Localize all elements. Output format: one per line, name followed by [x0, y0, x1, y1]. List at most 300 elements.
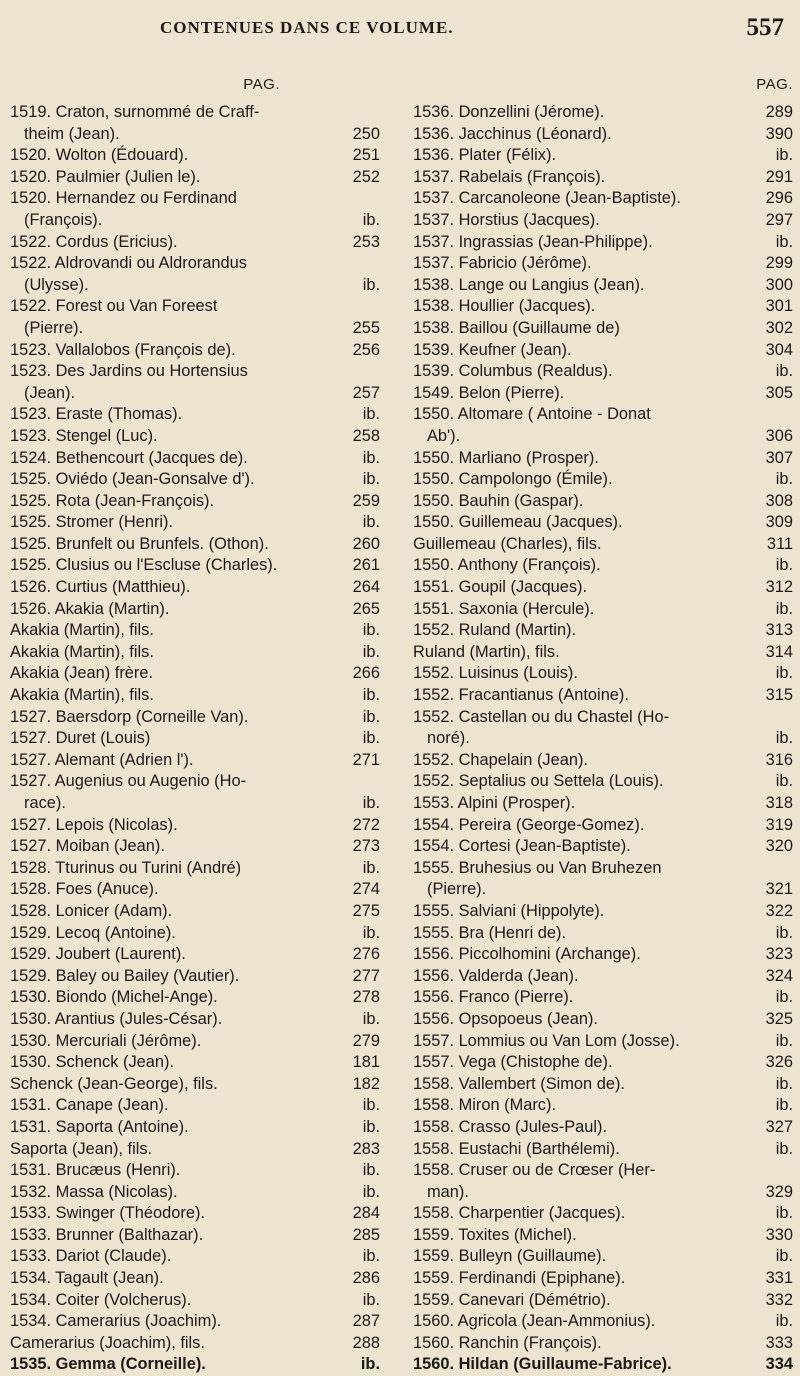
index-entry — [413, 836, 793, 858]
entry-text: 1554. Cortesi (Jean-Baptiste). — [413, 837, 631, 856]
entry-page: 250 — [352, 124, 380, 143]
entry-text: 1525. Stromer (Henri). — [10, 513, 174, 532]
entry-page: 265 — [352, 599, 380, 618]
entry-page: 181 — [352, 1053, 380, 1072]
entry-text: 1550. Marliano (Prosper). — [413, 448, 599, 467]
entry-text: 1551. Saxonia (Hercule). — [413, 599, 595, 618]
entry-page: ib. — [775, 1139, 793, 1158]
entry-text: 1534. Camerarius (Joachim). — [10, 1312, 222, 1331]
index-entry — [10, 728, 380, 750]
entry-text: 1557. Lommius ou Van Lom (Josse). — [413, 1031, 680, 1050]
entry-page: 306 — [765, 426, 793, 445]
entry-page: 278 — [352, 988, 380, 1007]
entry-text: 1558. Vallembert (Simon de). — [413, 1074, 625, 1093]
index-entry — [10, 555, 380, 577]
entry-text: 1556. Opsopoeus (Jean). — [413, 1009, 598, 1028]
entry-page: ib. — [362, 621, 380, 640]
index-entry — [10, 275, 380, 297]
entry-text: 1522. Forest ou Van Foreest — [10, 297, 218, 316]
entry-text: 1550. Bauhin (Gaspar). — [413, 491, 584, 510]
entry-page: 321 — [765, 880, 793, 899]
entry-text: 1539. Columbus (Realdus). — [413, 362, 613, 381]
entry-page: ib. — [362, 707, 380, 726]
index-entry — [10, 102, 380, 124]
entry-page: 305 — [765, 383, 793, 402]
index-entry — [10, 469, 380, 491]
entry-page: ib. — [775, 146, 793, 165]
entry-page: 307 — [765, 448, 793, 467]
entry-text: 1557. Vega (Chistophe de). — [413, 1053, 613, 1072]
index-entry — [413, 707, 793, 729]
index-entry — [10, 599, 380, 621]
entry-page: 304 — [765, 340, 793, 359]
entry-page: 325 — [765, 1009, 793, 1028]
entry-page: 251 — [352, 146, 380, 165]
index-entry — [413, 642, 793, 664]
entry-page: ib. — [775, 1247, 793, 1266]
index-entry — [413, 1290, 793, 1312]
entry-text: 1560. Hildan (Guillaume-Fabrice). — [413, 1355, 672, 1374]
entry-page: ib. — [362, 1182, 380, 1201]
index-entry — [10, 1139, 380, 1161]
index-entry — [10, 836, 380, 858]
entry-page: ib. — [775, 556, 793, 575]
entry-page: 271 — [352, 750, 380, 769]
index-entry — [10, 1117, 380, 1139]
index-entry — [10, 1246, 380, 1268]
entry-page: 315 — [765, 686, 793, 705]
entry-page: 332 — [765, 1290, 793, 1309]
entry-text: 1552. Fracantianus (Antoine). — [413, 686, 629, 705]
entry-text: 1552. Septalius ou Settela (Louis). — [413, 772, 664, 791]
entry-text: 1527. Moiban (Jean). — [10, 837, 165, 856]
entry-page: 327 — [765, 1117, 793, 1136]
entry-text: Akakia (Martin), fils. — [10, 621, 154, 640]
index-entry — [10, 901, 380, 923]
entry-page: 322 — [765, 901, 793, 920]
entry-text: 1525. Clusius ou l'Escluse (Charles). — [10, 556, 278, 575]
entry-page: 326 — [765, 1053, 793, 1072]
entry-text: 1537. Rabelais (François). — [413, 167, 606, 186]
entry-text: 1528. Lonicer (Adam). — [10, 901, 173, 920]
entry-text: 1530. Arantius (Jules-César). — [10, 1009, 223, 1028]
entry-text: 1539. Keufner (Jean). — [413, 340, 572, 359]
entry-text: 1553. Alpini (Prosper). — [413, 794, 576, 812]
entry-page: 258 — [352, 426, 380, 445]
entry-text: 1530. Schenck (Jean). — [10, 1053, 175, 1072]
entry-text: Akakia (Jean) frère. — [10, 664, 154, 683]
entry-text: Ab'). — [427, 426, 461, 445]
entry-text: 1559. Bulleyn (Guillaume). — [413, 1247, 607, 1266]
index-entry — [10, 663, 380, 685]
index-entry — [10, 361, 380, 383]
entry-page: 260 — [352, 534, 380, 553]
entry-text: 1523. Stengel (Luc). — [10, 426, 158, 445]
entry-text: 1556. Franco (Pierre). — [413, 988, 574, 1007]
entry-text: 1537. Horstius (Jacques). — [413, 210, 600, 229]
index-entry — [10, 1052, 380, 1074]
entry-page: ib. — [775, 1096, 793, 1115]
entry-page: 273 — [352, 837, 380, 856]
entry-page: 264 — [352, 578, 380, 597]
index-entry — [413, 858, 793, 880]
index-entry — [10, 1333, 380, 1355]
index-entry — [10, 1182, 380, 1204]
entry-text: Akakia (Martin), fils. — [10, 642, 154, 661]
entry-page: 331 — [765, 1269, 793, 1288]
index-entry — [413, 534, 793, 556]
entry-text: 1558. Eustachi (Barthélemi). — [413, 1139, 620, 1158]
entry-page: 291 — [765, 167, 793, 186]
entry-text: 1526. Akakia (Martin). — [10, 599, 170, 618]
index-entry — [413, 512, 793, 534]
index-entry — [413, 1182, 793, 1204]
index-entry — [10, 944, 380, 966]
entry-page: 266 — [352, 664, 380, 683]
entry-page: 334 — [765, 1355, 793, 1374]
entry-text: 1531. Brucæus (Henri). — [10, 1161, 181, 1180]
entry-page: ib. — [775, 599, 793, 618]
index-entry — [10, 707, 380, 729]
index-entry — [413, 1333, 793, 1355]
index-entry — [413, 1160, 793, 1182]
index-entry — [413, 318, 793, 340]
index-entry — [10, 210, 380, 232]
index-entry — [413, 771, 793, 793]
page-number: 557 — [746, 14, 784, 41]
entry-page: ib. — [362, 405, 380, 424]
index-entry — [10, 232, 380, 254]
entry-page: ib. — [362, 275, 380, 294]
index-entry — [10, 1268, 380, 1290]
entry-text: 1520. Paulmier (Julien le). — [10, 167, 201, 186]
running-head — [0, 14, 800, 46]
entry-text: 1533. Brunner (Balthazar). — [10, 1225, 204, 1244]
entry-page: ib. — [362, 1161, 380, 1180]
entry-page: ib. — [775, 470, 793, 489]
entry-page: ib. — [775, 1074, 793, 1093]
entry-page: 302 — [765, 318, 793, 337]
entry-text: 1526. Curtius (Matthieu). — [10, 578, 191, 597]
index-entry — [413, 577, 793, 599]
entry-text: 1527. Lepois (Nicolas). — [10, 815, 178, 834]
index-entry — [10, 404, 380, 426]
index-entry — [413, 1052, 793, 1074]
index-entry — [413, 1311, 793, 1333]
index-entry — [413, 923, 793, 945]
index-entry — [413, 340, 793, 362]
entry-page: ib. — [362, 686, 380, 705]
entry-page: 311 — [766, 534, 793, 553]
entry-text: 1550. Anthony (François). — [413, 556, 601, 575]
entry-text: 1523. Des Jardins ou Hortensius — [10, 362, 248, 381]
entry-text: 1530. Biondo (Michel-Ange). — [10, 988, 218, 1007]
entry-page: 300 — [765, 275, 793, 294]
index-entry — [10, 1225, 380, 1247]
entry-text: 1534. Coiter (Volcherus). — [10, 1290, 192, 1309]
entry-page: 329 — [765, 1182, 793, 1201]
index-entry — [413, 1117, 793, 1139]
entry-text: 1522. Cordus (Ericius). — [10, 232, 178, 251]
entry-page: 276 — [352, 945, 380, 964]
entry-text: 1528. Foes (Anuce). — [10, 880, 159, 899]
index-entry — [10, 1095, 380, 1117]
index-entry — [413, 620, 793, 642]
entry-page: ib. — [362, 470, 380, 489]
entry-page: ib. — [775, 1312, 793, 1331]
entry-text: (Pierre). — [427, 880, 487, 899]
entry-page: 289 — [765, 103, 793, 121]
index-entry — [413, 404, 793, 426]
entry-page: 296 — [765, 189, 793, 208]
entry-page: ib. — [362, 448, 380, 467]
entry-page: 319 — [765, 815, 793, 834]
index-entry — [10, 685, 380, 707]
index-entry — [10, 534, 380, 556]
entry-text: 1558. Charpentier (Jacques). — [413, 1204, 626, 1223]
entry-text: (Jean). — [24, 383, 76, 402]
entry-page: 320 — [765, 837, 793, 856]
entry-page: 286 — [352, 1269, 380, 1288]
index-entry — [413, 145, 793, 167]
index-entry — [413, 1203, 793, 1225]
entry-page: 309 — [765, 513, 793, 532]
index-entry — [413, 901, 793, 923]
index-column-right — [413, 76, 793, 1376]
entry-page: ib. — [362, 1247, 380, 1266]
entry-text: 1527. Alemant (Adrien l'). — [10, 750, 194, 769]
index-entry — [413, 469, 793, 491]
entry-text: 1522. Aldrovandi ou Aldrorandus — [10, 254, 247, 273]
entry-page: 308 — [765, 491, 793, 510]
index-entry — [413, 1139, 793, 1161]
entry-page: 255 — [352, 318, 380, 337]
column-header — [10, 76, 380, 102]
entry-text: 1556. Piccolhomini (Archange). — [413, 945, 641, 964]
index-entry — [10, 577, 380, 599]
entry-page: 279 — [352, 1031, 380, 1050]
index-entry — [10, 858, 380, 880]
entry-page: ib. — [360, 1355, 380, 1374]
entry-page: ib. — [775, 988, 793, 1007]
entry-page: ib. — [775, 232, 793, 251]
index-entry — [413, 685, 793, 707]
index-entry — [413, 1225, 793, 1247]
entry-text: noré). — [427, 729, 470, 748]
index-entry — [10, 318, 380, 340]
index-entry — [10, 145, 380, 167]
entry-page: 314 — [765, 642, 793, 661]
index-entry — [413, 232, 793, 254]
entry-text: 1533. Swinger (Théodore). — [10, 1204, 205, 1223]
entry-text: Ruland (Martin), fils. — [413, 642, 560, 661]
entry-page: 253 — [352, 232, 380, 251]
entry-text: 1552. Ruland (Martin). — [413, 621, 577, 640]
entry-text: 1527. Duret (Louis) — [10, 729, 151, 748]
entry-text: 1525. Rota (Jean-François). — [10, 491, 215, 510]
entry-page: 324 — [765, 966, 793, 985]
entry-page: ib. — [362, 794, 380, 812]
entry-text: 1538. Baillou (Guillaume de) — [413, 318, 620, 337]
entry-page: 284 — [352, 1204, 380, 1223]
entry-page: ib. — [362, 210, 380, 229]
entry-page: 287 — [352, 1312, 380, 1331]
entry-text: 1550. Guillemeau (Jacques). — [413, 513, 623, 532]
entry-text: 1551. Goupil (Jacques). — [413, 578, 588, 597]
index-entry — [10, 296, 380, 318]
index-entry — [10, 815, 380, 837]
index-entry — [413, 728, 793, 750]
index-entry — [10, 1160, 380, 1182]
entry-page: 277 — [352, 966, 380, 985]
entry-text: 1556. Valderda (Jean). — [413, 966, 579, 985]
running-head-title: CONTENUES DANS CE VOLUME. — [160, 18, 454, 37]
index-entry — [413, 253, 793, 275]
entry-text: race). — [24, 794, 66, 812]
entry-text: (François). — [24, 210, 103, 229]
entry-page: ib. — [362, 858, 380, 877]
index-entry — [413, 944, 793, 966]
entry-text: (Ulysse). — [24, 275, 89, 294]
index-entry — [10, 448, 380, 470]
entry-text: 1532. Massa (Nicolas). — [10, 1182, 178, 1201]
entry-page: 182 — [352, 1074, 380, 1093]
index-entry — [413, 599, 793, 621]
index-entry — [413, 102, 793, 124]
entry-text: Schenck (Jean-George), fils. — [10, 1074, 218, 1093]
entry-text: 1531. Saporta (Antoine). — [10, 1117, 189, 1136]
index-entry — [10, 750, 380, 772]
entry-text: 1519. Craton, surnommé de Craff- — [10, 103, 260, 121]
index-entry — [10, 793, 380, 815]
index-entry — [413, 555, 793, 577]
entry-text: 1558. Miron (Marc). — [413, 1096, 557, 1115]
entry-text: 1527. Augenius ou Augenio (Ho- — [10, 772, 247, 791]
entry-text: Guillemeau (Charles), fils. — [413, 534, 602, 553]
entry-page: ib. — [362, 923, 380, 942]
index-entry — [10, 383, 380, 405]
entry-page: 272 — [352, 815, 380, 834]
entry-text: 1531. Canape (Jean). — [10, 1096, 169, 1115]
index-entry — [10, 253, 380, 275]
entry-text: Camerarius (Joachim), fils. — [10, 1333, 205, 1352]
entry-text: 1537. Ingrassias (Jean-Philippe). — [413, 232, 653, 251]
entry-text: 1536. Donzellini (Jérome). — [413, 103, 605, 121]
index-entry — [10, 642, 380, 664]
entry-text: 1534. Tagault (Jean). — [10, 1269, 164, 1288]
entry-text: 1550. Altomare ( Antoine - Donat — [413, 405, 651, 424]
index-entry — [10, 167, 380, 189]
entry-text: 1558. Crasso (Jules-Paul). — [413, 1117, 608, 1136]
entry-page: 333 — [765, 1333, 793, 1352]
entry-page: 318 — [765, 794, 793, 812]
entry-text: 1528. Tturinus ou Turini (André) — [10, 858, 242, 877]
index-entry — [10, 966, 380, 988]
entry-page: ib. — [362, 513, 380, 532]
entry-text: 1538. Houllier (Jacques). — [413, 297, 596, 316]
entry-page: 313 — [765, 621, 793, 640]
index-entry — [10, 512, 380, 534]
entry-page: 330 — [765, 1225, 793, 1244]
entry-page: ib. — [362, 1096, 380, 1115]
entry-page: 285 — [352, 1225, 380, 1244]
index-entry — [10, 1031, 380, 1053]
entry-text: 1560. Ranchin (François). — [413, 1333, 602, 1352]
entry-text: 1554. Pereira (George-Gomez). — [413, 815, 645, 834]
entry-text: 1549. Belon (Pierre). — [413, 383, 565, 402]
index-entry — [10, 124, 380, 146]
index-entry — [413, 1354, 793, 1376]
entry-page: 261 — [352, 556, 380, 575]
index-entry — [413, 188, 793, 210]
entry-text: 1537. Fabricio (Jérôme). — [413, 254, 592, 273]
index-entry — [10, 1311, 380, 1333]
entry-page: 275 — [352, 901, 380, 920]
column-header-label: PAG. — [243, 76, 280, 93]
entry-page: 283 — [352, 1139, 380, 1158]
index-entry — [413, 383, 793, 405]
index-entry — [413, 124, 793, 146]
entry-text: 1525. Brunfelt ou Brunfels. (Othon). — [10, 534, 269, 553]
entry-text: 1536. Plater (Félix). — [413, 146, 557, 165]
index-entry — [413, 750, 793, 772]
entry-page: 257 — [352, 383, 380, 402]
entry-text: 1536. Jacchinus (Léonard). — [413, 124, 612, 143]
entry-text: 1552. Castellan ou du Chastel (Ho- — [413, 707, 670, 726]
index-entry — [413, 793, 793, 815]
entry-page: ib. — [775, 772, 793, 791]
entry-page: 390 — [765, 124, 793, 143]
entry-text: 1559. Toxites (Michel). — [413, 1225, 577, 1244]
entry-text: theim (Jean). — [24, 124, 120, 143]
entry-page: 316 — [765, 750, 793, 769]
index-entry — [10, 188, 380, 210]
entry-page: 288 — [352, 1333, 380, 1352]
index-entry — [10, 879, 380, 901]
index-entry — [10, 987, 380, 1009]
entry-text: 1558. Cruser ou de Crœser (Her- — [413, 1161, 656, 1180]
entry-page: ib. — [775, 1031, 793, 1050]
index-entry — [10, 771, 380, 793]
entry-text: 1550. Campolongo (Émile). — [413, 470, 613, 489]
entry-text: 1529. Baley ou Bailey (Vautier). — [10, 966, 240, 985]
entry-text: 1533. Dariot (Claude). — [10, 1247, 172, 1266]
entry-text: 1525. Oviédo (Jean-Gonsalve d'). — [10, 470, 255, 489]
index-entry — [413, 275, 793, 297]
entry-text: 1552. Chapelain (Jean). — [413, 750, 588, 769]
entry-page: 252 — [352, 167, 380, 186]
index-entry — [413, 815, 793, 837]
index-entry — [413, 966, 793, 988]
entry-page: 256 — [352, 340, 380, 359]
entry-text: (Pierre). — [24, 318, 84, 337]
entry-page: ib. — [775, 729, 793, 748]
index-entry — [413, 210, 793, 232]
entry-text: 1559. Ferdinandi (Epiphane). — [413, 1269, 626, 1288]
entry-text: 1520. Wolton (Édouard). — [10, 146, 189, 165]
index-entry — [10, 923, 380, 945]
entry-text: 1530. Mercuriali (Jérôme). — [10, 1031, 202, 1050]
entry-page: ib. — [362, 1009, 380, 1028]
index-entry — [10, 1290, 380, 1312]
entry-text: 1537. Carcanoleone (Jean-Baptiste). — [413, 189, 681, 208]
entry-text: 1527. Baersdorp (Corneille Van). — [10, 707, 249, 726]
index-entry — [10, 1203, 380, 1225]
entry-page: 299 — [765, 254, 793, 273]
entry-page: ib. — [775, 923, 793, 942]
index-entry — [10, 1074, 380, 1096]
entry-page: ib. — [362, 642, 380, 661]
